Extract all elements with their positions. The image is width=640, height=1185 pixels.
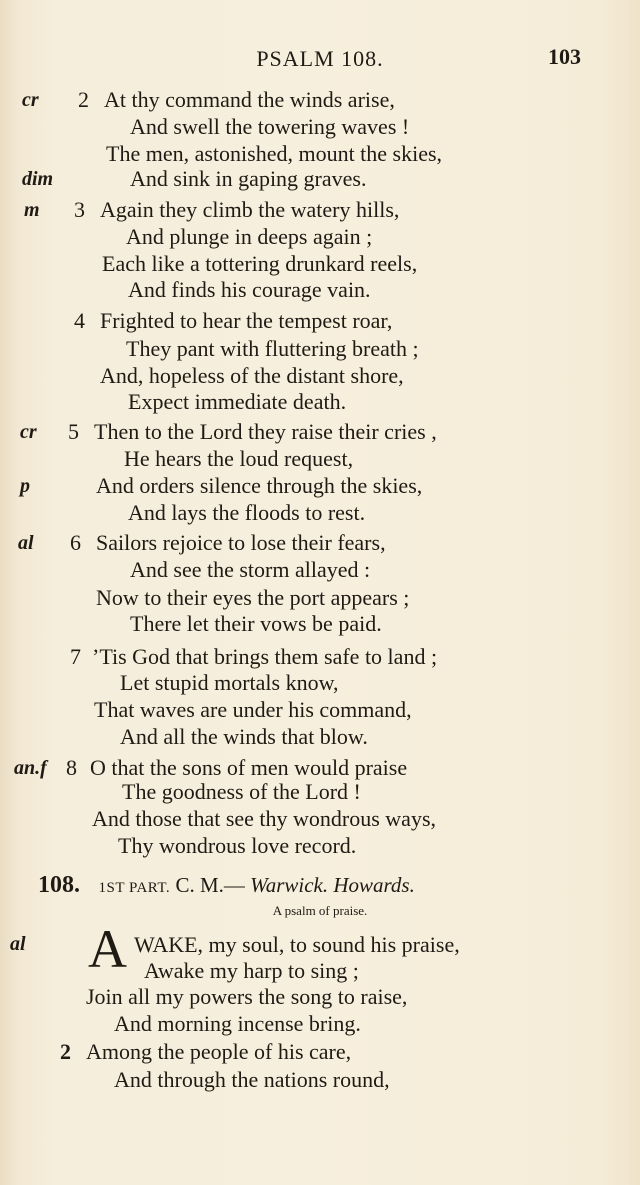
verse-text: Frighted to hear the tempest roar,: [100, 308, 393, 333]
verse-text: Sailors rejoice to lose their fears,: [96, 530, 386, 555]
verse-number: 6: [70, 530, 81, 555]
hymn-meter: C. M.—: [175, 873, 245, 897]
dynamic-mark: al: [18, 532, 34, 554]
verse-number: 4: [74, 308, 85, 333]
hymn-subtitle: A psalm of praise.: [272, 903, 368, 918]
verse-number: 2: [60, 1039, 71, 1064]
verse-number: 5: [68, 419, 79, 444]
page-title: PSALM 108.: [256, 46, 384, 71]
verse-text: WAKE, my soul, to sound his praise,: [134, 932, 460, 957]
verse-number: 7: [70, 644, 81, 669]
verse-text: There let their vows be paid.: [130, 611, 382, 636]
verse-text: Each like a tottering drunkard reels,: [102, 251, 418, 276]
verse-text: And finds his courage vain.: [128, 277, 371, 302]
verse-text: They pant with fluttering breath ;: [126, 336, 419, 361]
verse-text: And all the winds that blow.: [120, 724, 368, 749]
verse-text: And those that see thy wondrous ways,: [92, 806, 437, 831]
verse-text: Again they climb the watery hills,: [100, 197, 400, 222]
verse-number: 3: [74, 197, 85, 222]
verse-text: And orders silence through the skies,: [96, 473, 423, 498]
hymn-tunes: Warwick. Howards.: [250, 873, 415, 897]
verse-text: And lays the floods to rest.: [128, 500, 366, 525]
verse-text: Join all my powers the song to raise,: [86, 984, 408, 1009]
verse-text: And, hopeless of the distant shore,: [100, 363, 404, 388]
drop-cap: A: [88, 919, 127, 979]
verse-number: 8: [66, 755, 77, 780]
hymn-number: 108.: [38, 872, 80, 898]
dynamic-mark: an.f: [14, 757, 47, 779]
verse-number: 2: [78, 87, 89, 112]
verse-text: Among the people of his care,: [86, 1039, 352, 1064]
dynamic-mark: cr: [20, 421, 37, 443]
verse-text: The men, astonished, mount the skies,: [106, 141, 443, 166]
verse-text: Awake my harp to sing ;: [144, 958, 359, 983]
hymn-part: 1ST PART.: [98, 880, 171, 896]
verse-text: And swell the towering waves !: [130, 114, 410, 139]
verse-text: Thy wondrous love record.: [118, 833, 357, 858]
dynamic-mark: m: [24, 199, 40, 221]
verse-text: And see the storm allayed :: [130, 557, 371, 582]
verse-text: Let stupid mortals know,: [120, 670, 339, 695]
dynamic-mark: dim: [22, 168, 54, 190]
page-number: 103: [548, 44, 581, 69]
hymn-heading: [38, 872, 415, 899]
dynamic-mark: p: [20, 475, 30, 497]
verse-text: He hears the loud request,: [124, 446, 354, 471]
verse-text: And through the nations round,: [114, 1067, 390, 1092]
verse-text: And sink in gaping graves.: [130, 166, 367, 191]
dynamic-mark: cr: [22, 89, 39, 111]
verse-text: Then to the Lord they raise their cries ,: [94, 419, 437, 444]
verse-text: ’Tis God that brings them safe to land ;: [92, 644, 438, 669]
verse-text: Expect immediate death.: [128, 389, 347, 414]
verse-text: And plunge in deeps again ;: [126, 224, 373, 249]
verse-text: And morning incense bring.: [114, 1011, 361, 1036]
dynamic-mark: al: [10, 933, 26, 955]
verse-text: Now to their eyes the port appears ;: [96, 585, 410, 610]
verse-text: The goodness of the Lord !: [122, 779, 361, 804]
verse-text: At thy command the winds arise,: [104, 87, 395, 112]
verse-text: O that the sons of men would praise: [90, 755, 408, 780]
verse-text: That waves are under his command,: [94, 697, 412, 722]
